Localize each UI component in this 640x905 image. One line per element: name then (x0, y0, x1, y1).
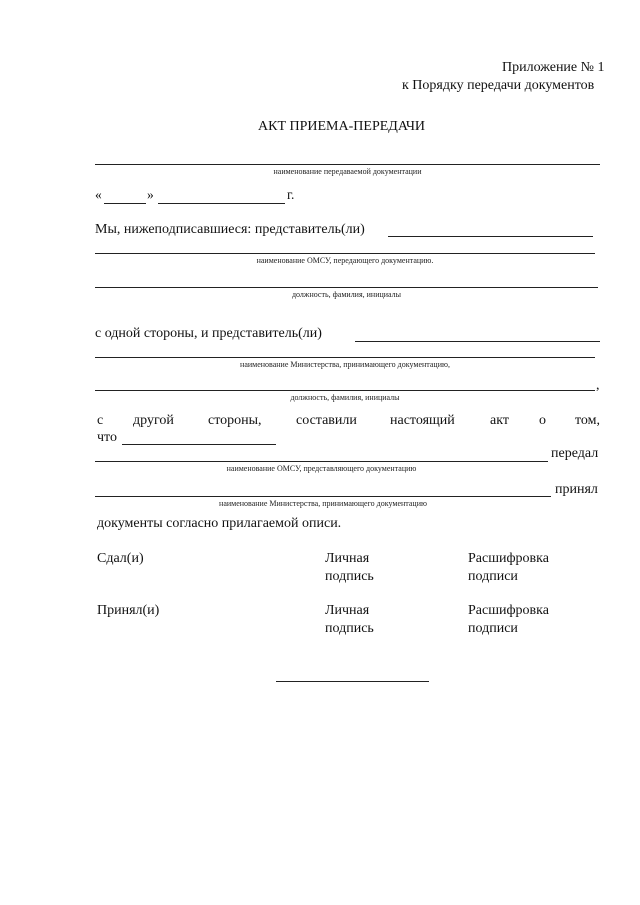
representative-line-1 (388, 236, 593, 237)
appendix-label: Приложение № 1 (502, 60, 605, 75)
other-side-word: том, (575, 413, 601, 428)
that-line (122, 444, 276, 445)
position-caption-1: должность, фамилия, инициалы (291, 290, 402, 299)
omsu-present-caption: наименование ОМСУ, представляющего документацию (226, 464, 417, 473)
position-line-1 (95, 287, 598, 288)
personal-signature-label: Личная (325, 603, 370, 618)
we-signed-text: Мы, нижеподписавшиеся: представитель(ли) (95, 222, 365, 237)
that-text: что (97, 430, 117, 445)
bottom-separator (276, 681, 429, 682)
doc-name-line (95, 164, 600, 165)
accepted-text: принял (555, 482, 598, 497)
date-open-quote: « (95, 187, 102, 202)
docs-inventory-text: документы согласно прилагаемой описи. (97, 516, 342, 531)
other-side-word: настоящий (390, 413, 455, 428)
signature-decoding-label: подписи (468, 621, 518, 636)
date-day-line (104, 203, 146, 204)
representative-line-2 (355, 341, 600, 342)
omsu-transfer-line (95, 253, 595, 254)
other-side-word: стороны, (208, 413, 262, 428)
personal-signature-label: Личная (325, 551, 370, 566)
personal-signature-label: подпись (325, 621, 374, 636)
ministry-accept-line (95, 496, 551, 497)
ministry-receive-line (95, 357, 595, 358)
appendix-subtitle: к Порядку передачи документов (402, 78, 595, 93)
date-year-suffix: г. (287, 187, 295, 202)
personal-signature-label: подпись (325, 569, 374, 584)
omsu-transfer-caption: наименование ОМСУ, передающего документацию. (256, 256, 434, 265)
date-close-quote: » (147, 187, 154, 202)
doc-name-caption: наименование передаваемой документации (273, 167, 422, 176)
one-side-text: с одной стороны, и представитель(ли) (95, 326, 322, 341)
signature-decoding-label: Расшифровка (468, 603, 549, 618)
other-side-word: с (97, 413, 104, 428)
omsu-present-line (95, 461, 548, 462)
other-side-word: акт (490, 413, 509, 428)
position-line-2 (95, 390, 595, 391)
other-side-word: другой (133, 413, 174, 428)
position-comma: , (596, 378, 600, 393)
handed-over-label: Сдал(и) (97, 551, 144, 566)
other-side-word: о (539, 413, 546, 428)
transferred-text: передал (551, 446, 599, 461)
signature-decoding-label: подписи (468, 569, 518, 584)
page-title: АКТ ПРИЕМА-ПЕРЕДАЧИ (258, 119, 426, 134)
position-caption-2: должность, фамилия, инициалы (290, 393, 400, 402)
ministry-receive-caption: наименование Министерства, принимающего документацию, (240, 360, 450, 369)
ministry-accept-caption: наименование Министерства, принимающего документацию (219, 499, 427, 508)
date-month-line (158, 203, 285, 204)
accepted-by-label: Принял(и) (97, 603, 160, 618)
signature-decoding-label: Расшифровка (468, 551, 549, 566)
other-side-word: составили (296, 413, 357, 428)
